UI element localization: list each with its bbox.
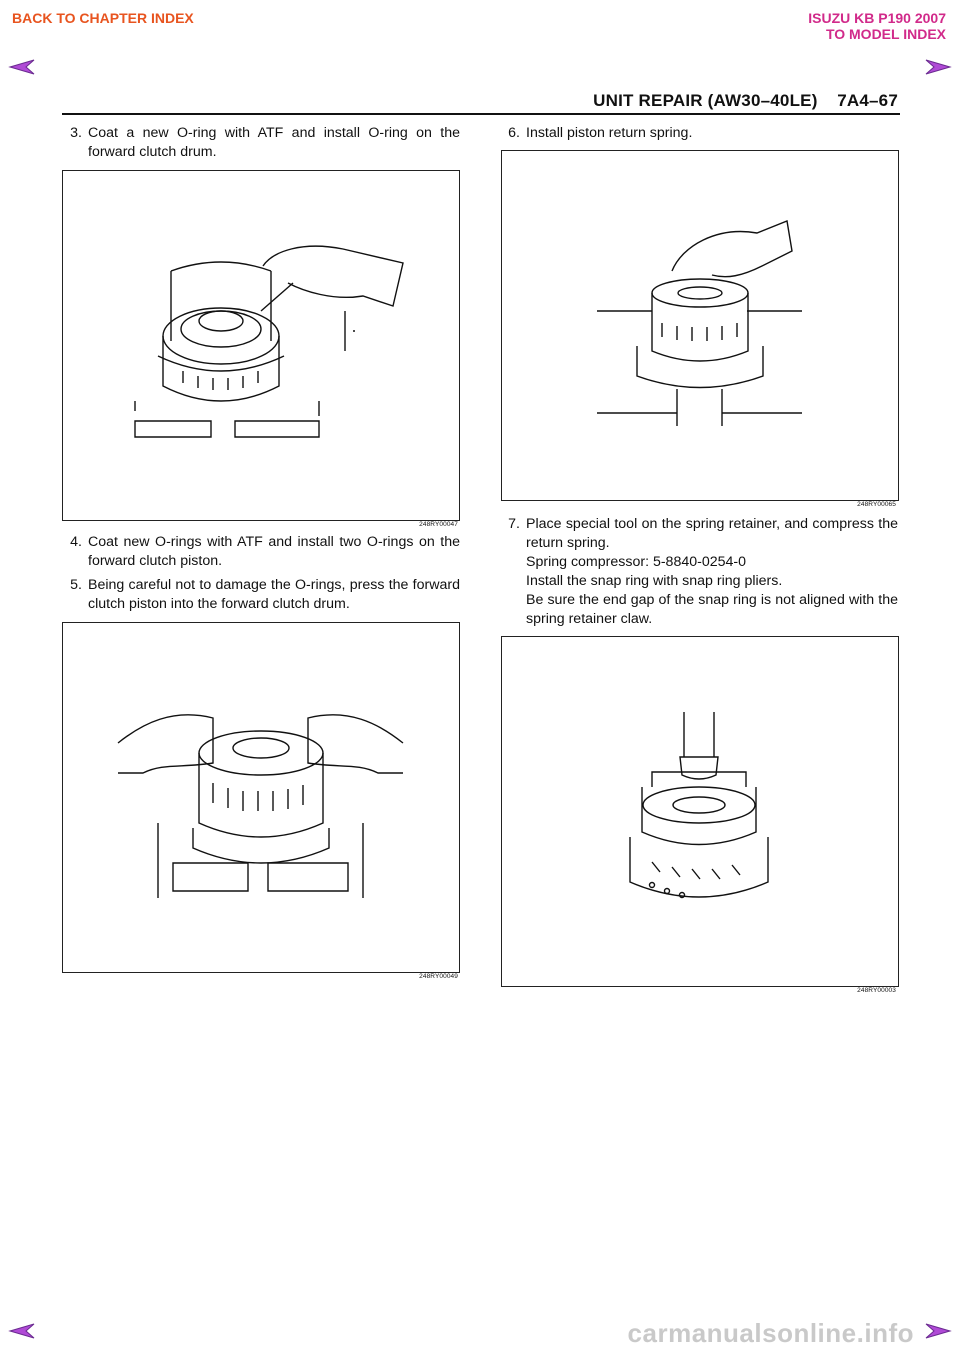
next-page-arrow-icon[interactable] [922, 58, 952, 76]
step-text: Coat new O-rings with ATF and install two O-rings on the forward clutch piston. [88, 534, 460, 569]
step-number: 3. [70, 125, 82, 141]
step-text-line: Be sure the end gap of the snap ring is not aligned with the spring retainer claw. [526, 592, 898, 627]
header-rule [62, 113, 900, 115]
model-index-link[interactable] [808, 10, 946, 42]
illustration-oring-install [63, 171, 459, 520]
step-text-line: Install the snap ring with snap ring pliers. [526, 573, 783, 589]
figure-code: 248RY00065 [857, 501, 896, 508]
figure-press-forward-clutch-piston [62, 622, 460, 973]
figure-code: 248RY00049 [419, 973, 458, 980]
step-3 [62, 124, 460, 162]
step-number: 6. [508, 125, 520, 141]
figure-code: 248RY00047 [419, 521, 458, 528]
step-4 [62, 533, 460, 571]
step-text: Being careful not to damage the O-rings, press the forward clutch piston into the forward clutch drum. [88, 577, 460, 612]
step-text [526, 515, 898, 629]
prev-page-arrow-icon[interactable] [8, 58, 38, 76]
back-to-chapter-index-link[interactable]: BACK TO CHAPTER INDEX [12, 10, 194, 26]
illustration-return-spring [502, 151, 898, 500]
footer-watermark: carmanualsonline.info [627, 1318, 914, 1348]
step-text: Install piston return spring. [526, 125, 693, 141]
step-text-line: Place special tool on the spring retainer, and compress the return spring. [526, 516, 898, 551]
step-number: 4. [70, 534, 82, 550]
model-name-label: ISUZU KB P190 2007 [808, 10, 946, 26]
step-number: 5. [70, 577, 82, 593]
step-number: 7. [508, 516, 520, 532]
next-page-arrow-icon[interactable] [922, 1322, 952, 1340]
prev-page-arrow-icon[interactable] [8, 1322, 38, 1340]
to-model-index-label: TO MODEL INDEX [825, 26, 946, 42]
step-6 [500, 124, 898, 143]
figure-spring-compressor-snap-ring [501, 636, 899, 987]
illustration-press-piston [63, 623, 459, 972]
figure-code: 248RY00003 [857, 987, 896, 994]
illustration-spring-compressor [502, 637, 898, 986]
page-header-title: UNIT REPAIR (AW30–40LE) 7A4–67 [593, 91, 898, 110]
step-text: Coat a new O-ring with ATF and install O-ring on the forward clutch drum. [88, 125, 460, 160]
step-7 [500, 515, 898, 629]
step-5 [62, 576, 460, 614]
figure-install-piston-return-spring [501, 150, 899, 501]
figure-forward-clutch-drum-oring [62, 170, 460, 521]
tool-name: Spring compressor: 5-8840-0254-0 [526, 554, 747, 570]
